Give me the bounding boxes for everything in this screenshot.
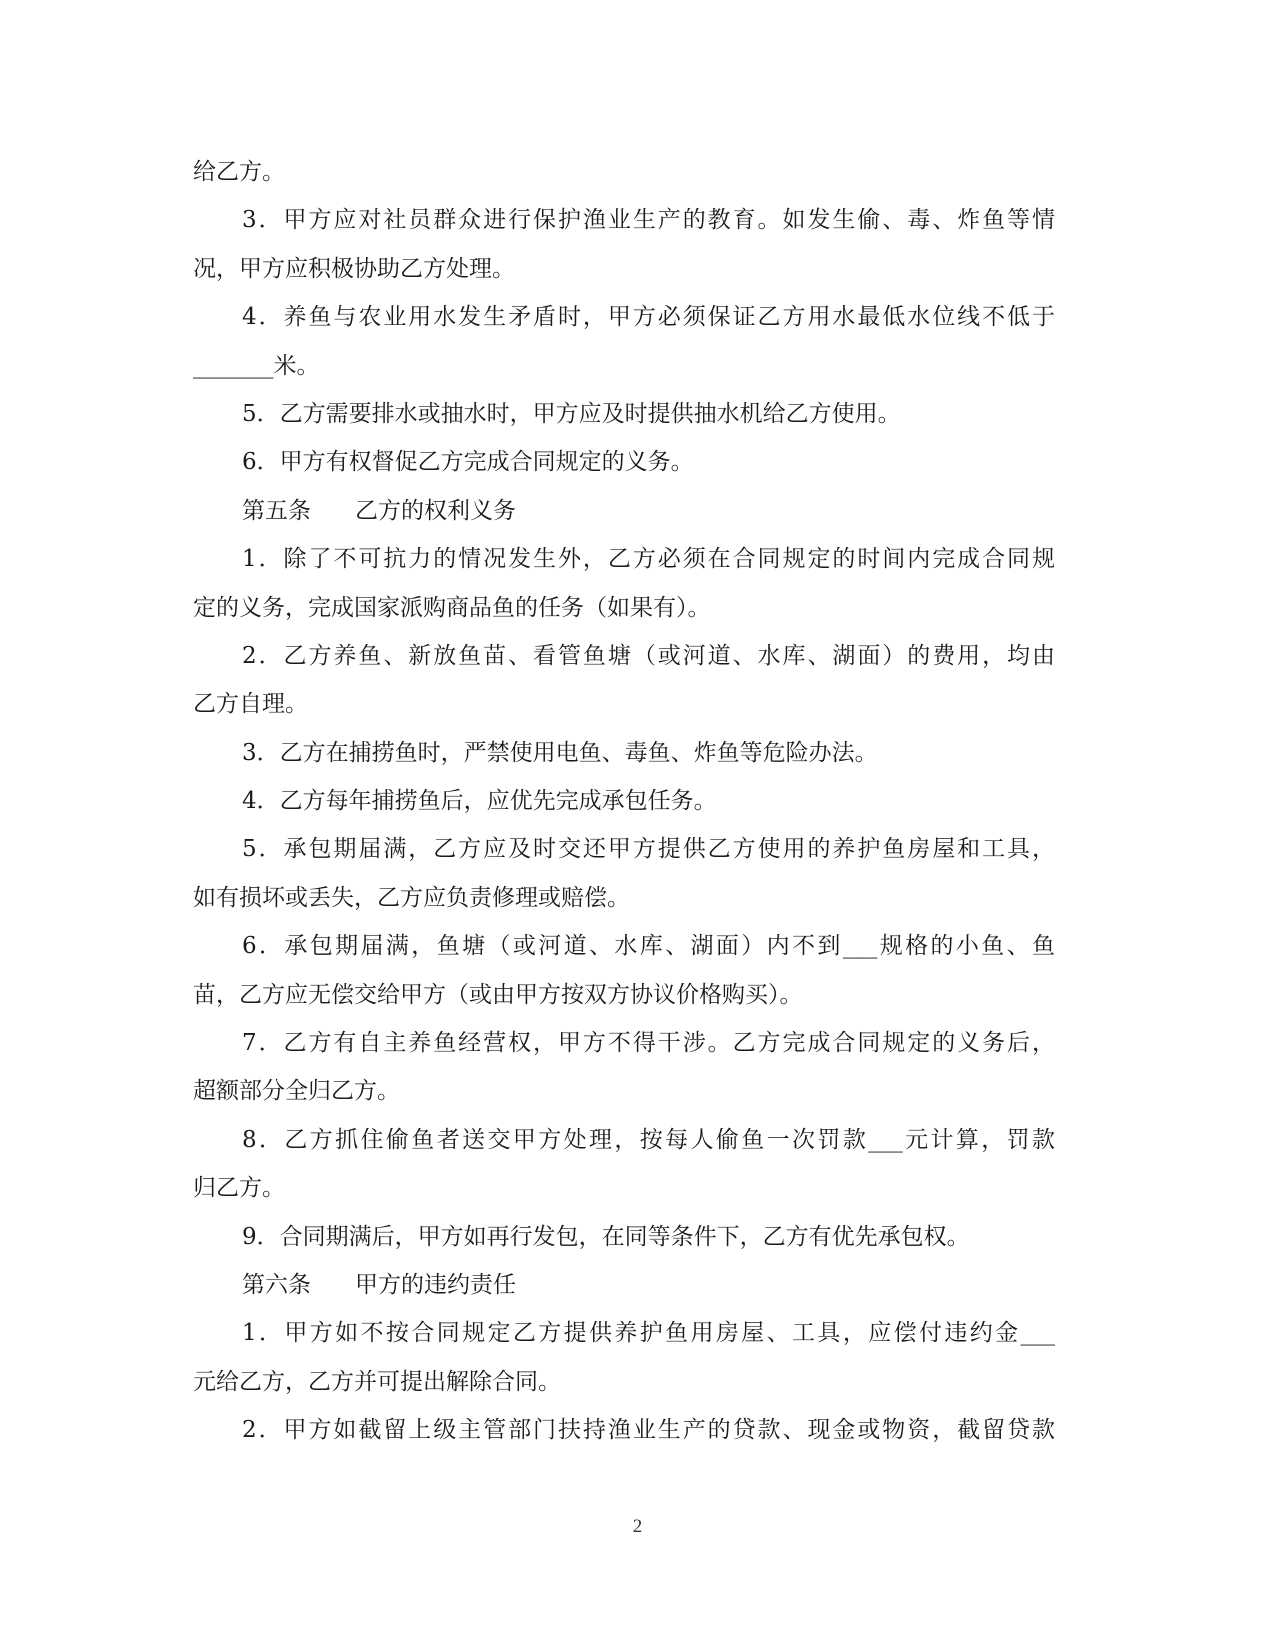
text-line: 1．甲方如不按合同规定乙方提供养护鱼用房屋、工具，应偿付违约金___ xyxy=(242,1320,1055,1347)
clause-number: 第六条 xyxy=(242,1271,311,1298)
text-line: 乙方自理。 xyxy=(193,691,308,718)
text-line: 3．甲方应对社员群众进行保护渔业生产的教育。如发生偷、毒、炸鱼等情 xyxy=(242,207,1055,234)
text-line: 5．乙方需要排水或抽水时，甲方应及时提供抽水机给乙方使用。 xyxy=(242,400,901,427)
text-line: 3．乙方在捕捞鱼时，严禁使用电鱼、毒鱼、炸鱼等危险办法。 xyxy=(242,739,878,766)
text-line: 超额部分全归乙方。 xyxy=(193,1078,400,1105)
text-line: 9．合同期满后，甲方如再行发包，在同等条件下，乙方有优先承包权。 xyxy=(242,1223,970,1250)
text-line: 归乙方。 xyxy=(193,1175,285,1202)
clause-heading xyxy=(193,487,1055,535)
text-line: 元给乙方，乙方并可提出解除合同。 xyxy=(193,1368,561,1395)
text-line: 6．承包期届满，鱼塘（或河道、水库、湖面）内不到___规格的小鱼、鱼 xyxy=(242,933,1055,960)
text-line: 6．甲方有权督促乙方完成合同规定的义务。 xyxy=(242,449,694,476)
text-line: 5．承包期届满，乙方应及时交还甲方提供乙方使用的养护鱼房屋和工具， xyxy=(242,836,1055,863)
text-line: 况，甲方应积极协助乙方处理。 xyxy=(193,255,515,282)
clause-number: 第五条 xyxy=(242,497,311,524)
text-line: 如有损坏或丢失，乙方应负责修理或赔偿。 xyxy=(193,884,630,911)
text-line: 2．乙方养鱼、新放鱼苗、看管鱼塘（或河道、水库、湖面）的费用，均由 xyxy=(242,642,1055,669)
clause-title: 甲方的违约责任 xyxy=(355,1271,516,1298)
text-line: 给乙方。 xyxy=(193,159,285,185)
text-line: 4．养鱼与农业用水发生矛盾时，甲方必须保证乙方用水最低水位线不低于 xyxy=(242,304,1055,331)
clause-heading xyxy=(193,1261,1055,1309)
text-line: 苗，乙方应无偿交给甲方（或由甲方按双方协议价格购买）。 xyxy=(193,981,803,1008)
clause-title: 乙方的权利义务 xyxy=(355,497,516,524)
text-line: 定的义务，完成国家派购商品鱼的任务（如果有）。 xyxy=(193,594,711,621)
text-line: _______米。 xyxy=(193,352,320,379)
text-line: 8．乙方抓住偷鱼者送交甲方处理，按每人偷鱼一次罚款___元计算，罚款 xyxy=(242,1126,1055,1153)
text-line: 7．乙方有自主养鱼经营权，甲方不得干涉。乙方完成合同规定的义务后， xyxy=(242,1030,1055,1057)
page-number: 2 xyxy=(632,1516,643,1537)
contract-body xyxy=(193,148,1055,1455)
text-line: 1．除了不可抗力的情况发生外，乙方必须在合同规定的时间内完成合同规 xyxy=(242,546,1055,573)
text-line: 2．甲方如截留上级主管部门扶持渔业生产的贷款、现金或物资，截留贷款 xyxy=(242,1417,1055,1444)
text-line: 4．乙方每年捕捞鱼后，应优先完成承包任务。 xyxy=(242,788,717,815)
